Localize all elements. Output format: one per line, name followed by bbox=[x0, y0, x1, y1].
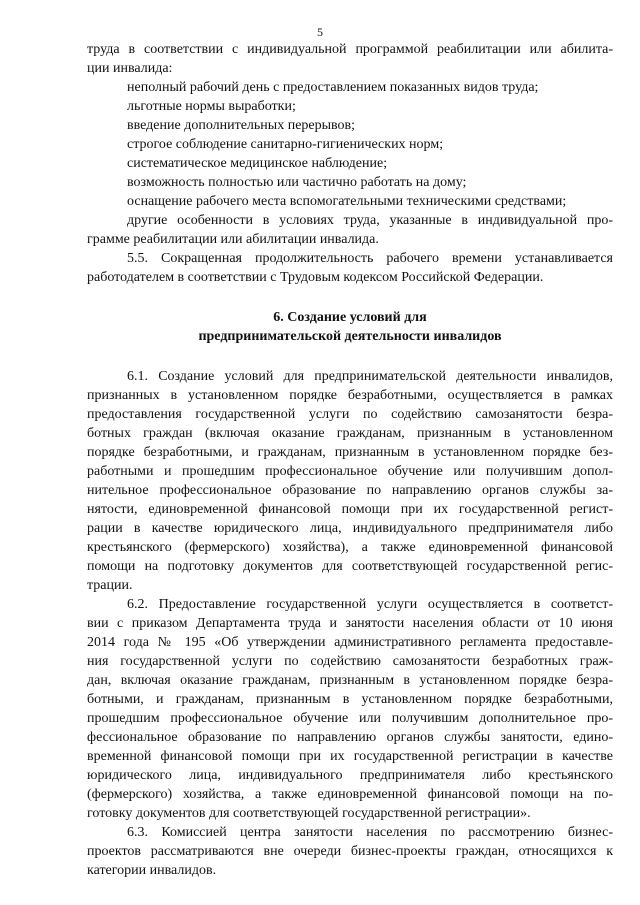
text-line: 5.5. Сокращенная продолжительность рабочего времени устанавливается bbox=[127, 251, 613, 266]
text-line: работодателем в соответствии с Трудовым кодексом Российской Федерации. bbox=[87, 270, 544, 285]
conditions-list bbox=[87, 78, 613, 249]
text-line: фессиональное образование по направлению органов службы занятости, едино- bbox=[87, 730, 613, 745]
list-item: неполный рабочий день с предоставлением показанных видов труда; bbox=[127, 80, 539, 95]
text-line: категории инвалидов. bbox=[87, 863, 217, 878]
heading-line: 6. Создание условий для bbox=[273, 310, 427, 325]
list-item: льготные нормы выработки; bbox=[127, 99, 296, 114]
text-line: признанных в установленном порядке безработными, осуществляется в рамках bbox=[87, 388, 613, 403]
text-line: ния государственной услуги по содействию самозанятости безработных граж- bbox=[87, 654, 613, 669]
text-line: порядке безработными, и гражданам, признанным в установленном порядке без- bbox=[87, 445, 613, 460]
document-body bbox=[87, 40, 613, 880]
text-line: проектов рассматриваются вне очереди бизнес-проекты граждан, относящихся к bbox=[87, 844, 613, 859]
list-item: оснащение рабочего места вспомогательными техническими средствами; bbox=[127, 194, 567, 209]
text-line: труда в соответствии с индивидуальной программой реабилитации или абилита- bbox=[87, 42, 613, 57]
list-item: возможность полностью или частично работать на дому; bbox=[127, 175, 467, 190]
text-line: работными и прошедшим профессиональное обучение или получившим допол- bbox=[87, 464, 613, 479]
text-line: крестьянского (фермерского) хозяйства), а также единовременной финансовой bbox=[87, 540, 613, 555]
text-line: (фермерского) хозяйства, а также единовременной финансовой помощи на по- bbox=[87, 787, 613, 802]
text-line: нительное профессиональное образование по направлению органов службы за- bbox=[87, 483, 613, 498]
text-line: нятости, единовременной финансовой помощи при их государственной регист- bbox=[87, 502, 613, 517]
paragraph-5-5 bbox=[87, 249, 613, 287]
text-line: 6.1. Создание условий для предпринимательской деятельности инвалидов, bbox=[127, 369, 613, 384]
text-line: юридического лица, индивидуального предпринимателя либо крестьянского bbox=[87, 768, 613, 783]
heading-line: предпринимательской деятельности инвалидов bbox=[198, 329, 502, 344]
text-line: прошедшим профессиональное обучение или получившим дополнительное про- bbox=[87, 711, 613, 726]
text-line: ции инвалида: bbox=[87, 61, 173, 76]
text-line: ботных граждан (включая оказание гражданам, признанным в установленном bbox=[87, 426, 613, 441]
text-line: 2014 года № 195 «Об утверждении административного регламента предоставле- bbox=[87, 635, 613, 650]
text-line: предоставления государственной услуги по содействию самозанятости безра- bbox=[87, 407, 613, 422]
list-item: другие особенности в условиях труда, указанные в индивидуальной про- bbox=[127, 213, 613, 228]
text-line: рации в качестве юридического лица, индивидуального предпринимателя либо bbox=[87, 521, 613, 536]
list-item: систематическое медицинское наблюдение; bbox=[127, 156, 388, 171]
text-line: грамме реабилитации или абилитации инвалида. bbox=[87, 232, 379, 247]
text-line: 6.2. Предоставление государственной услуги осуществляется в соответст- bbox=[127, 597, 613, 612]
text-line: временной финансовой помощи при их государственной регистрации в качестве bbox=[87, 749, 613, 764]
text-line: 6.3. Комиссией центра занятости населения по рассмотрению бизнес- bbox=[127, 825, 613, 840]
text-line: трации. bbox=[87, 578, 133, 593]
intro-paragraph bbox=[87, 40, 613, 78]
text-line: ботными, и гражданам, признанным в установленном порядке безработными, bbox=[87, 692, 613, 707]
paragraph-6-3 bbox=[87, 823, 613, 880]
paragraph-6-1 bbox=[87, 367, 613, 595]
paragraph-6-2 bbox=[87, 595, 613, 823]
list-item: введение дополнительных перерывов; bbox=[127, 118, 356, 133]
text-line: помощи на подготовку документов для соответствующей государственной регис- bbox=[87, 559, 613, 574]
text-line: вии с приказом Департамента труда и занятости населения области от 10 июня bbox=[87, 616, 613, 631]
list-item: строгое соблюдение санитарно-гигиенических норм; bbox=[127, 137, 444, 152]
text-line: готовку документов для соответствующей государственной регистрации». bbox=[87, 806, 531, 821]
section-heading bbox=[87, 308, 613, 346]
page-number: 5 bbox=[317, 25, 323, 39]
text-line: дан, включая оказание гражданам, признанным в установленном порядке безра- bbox=[87, 673, 613, 688]
